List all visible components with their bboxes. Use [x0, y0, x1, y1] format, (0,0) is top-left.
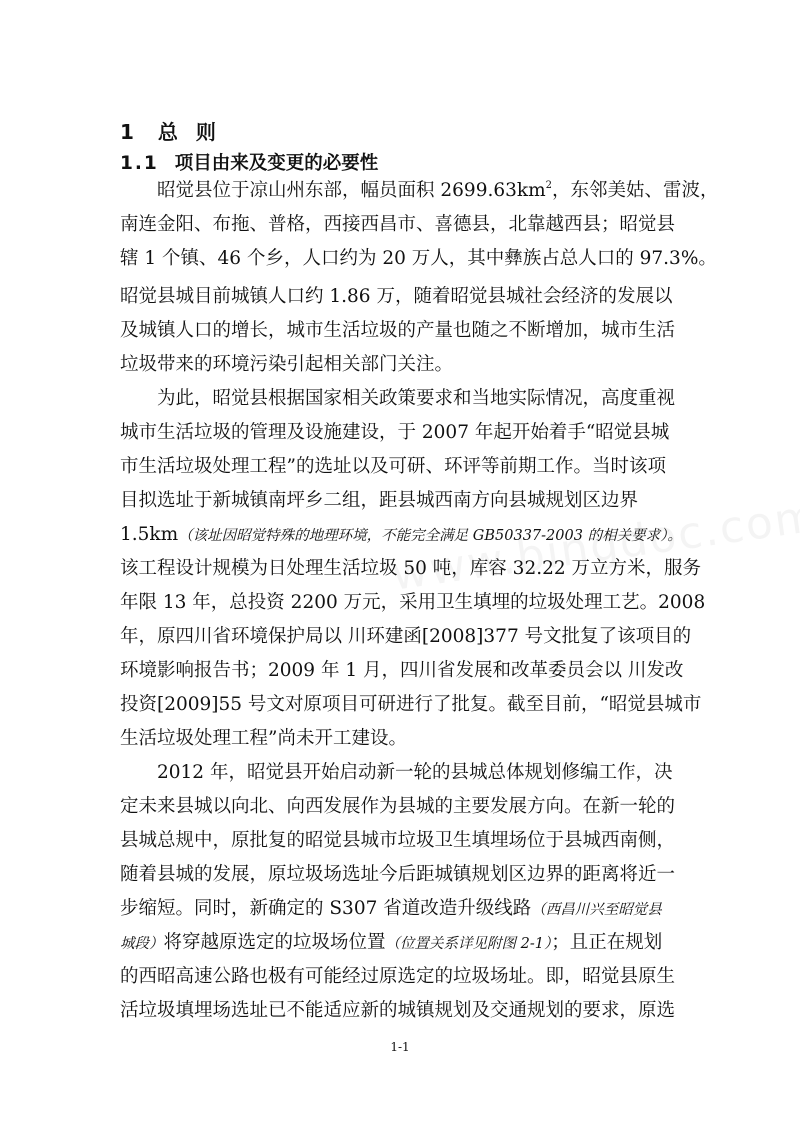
paragraph-line: [120, 897, 680, 922]
text-run: ，东邻美姑、雷波，: [552, 180, 719, 201]
paragraph-line: 为此，昭觉县根据国家相关政策要求和当地实际情况，高度重视: [157, 388, 676, 409]
section-number: 1.1: [120, 153, 159, 174]
chapter-title: 总则: [157, 120, 234, 144]
superscript: 2: [545, 180, 553, 191]
paragraph-line: 市生活垃圾处理工程”的选址以及可研、环评等前期工作。当时该项: [120, 456, 666, 477]
text-run: 步缩短。同时，新确定的 S307 省道改造升级线路: [120, 898, 532, 919]
paragraph-line: 定未来县城以向北、向西发展作为县城的主要发展方向。在新一轮的: [120, 796, 676, 817]
paragraph-line: 目拟选址于新城镇南坪乡二组，距县城西南方向县城规划区边界: [120, 490, 639, 511]
text-run: 1.5km: [120, 524, 179, 545]
paragraph-line: [120, 931, 680, 956]
paragraph-line: 及城镇人口的增长，城市生活垃圾的产量也随之不断增加，城市生活: [120, 320, 676, 341]
paragraph-line: 生活垃圾处理工程”尚未开工建设。: [120, 728, 407, 749]
italic-note: （位置关系详见附图 2-1）: [385, 936, 552, 952]
paragraph-line: 投资[2009]55 号文对原项目可研进行了批复。截至目前，“昭觉县城市: [120, 694, 702, 715]
chapter-heading: [120, 116, 234, 145]
italic-note: 城段）: [120, 936, 164, 952]
text-run: ；且正在规划: [551, 932, 663, 953]
paragraph-line: 年，原四川省环境保护局以 川环建函[2008]377 号文批复了该项目的: [120, 626, 692, 647]
paragraph-line: 南连金阳、布拖、普格，西接西昌市、喜德县，北靠越西县；昭觉县: [120, 214, 676, 235]
paragraph-line: 随着县城的发展，原垃圾场选址今后距城镇规划区边界的距离将近一: [120, 864, 676, 885]
paragraph-line: 昭觉县城目前城镇人口约 1.86 万，随着昭觉县城社会经济的发展以: [120, 286, 673, 307]
paragraph-line: [120, 523, 680, 548]
paragraph-line: 城市生活垃圾的管理及设施建设，于 2007 年起开始着手“昭觉县城: [120, 422, 670, 443]
paragraph-line: 年限 13 年，总投资 2200 万元，采用卫生填埋的垃圾处理工艺。2008: [120, 592, 706, 613]
chapter-number: 1: [120, 120, 136, 144]
text-run: 将穿越原选定的垃圾场位置: [163, 932, 386, 953]
paragraph-line: 2012 年，昭觉县开始启动新一轮的县城总体规划修编工作，决: [157, 762, 673, 783]
paragraph-line: 该工程设计规模为日处理生活垃圾 50 吨，库容 32.22 万立方米，服务: [120, 558, 702, 579]
text-run: 昭觉县位于凉山州东部，幅员面积 2699.63km: [157, 180, 546, 201]
section-heading: [120, 149, 378, 175]
paragraph-line: [120, 179, 717, 203]
paragraph-line: 的西昭高速公路也极有可能经过原选定的垃圾场址。即，昭觉县原生: [120, 966, 676, 987]
italic-note: （西昌川兴至昭觉县: [531, 902, 662, 918]
paragraph-line: 县城总规中，原批复的昭觉县城市垃圾卫生填埋场位于县城西南侧，: [120, 830, 676, 851]
italic-note: （该址因昭觉特殊的地理环境，不能完全满足 GB50337-2003 的相关要求）。: [178, 528, 682, 544]
paragraph-line: 辖 1 个镇、46 个乡，人口约为 20 万人，其中彝族占总人口的 97.3%。: [120, 248, 717, 269]
paragraph-line: 活垃圾填埋场选址已不能适应新的城镇规划及交通规划的要求，原选: [120, 1000, 676, 1021]
paragraph-line: 环境影响报告书；2009 年 1 月，四川省发展和改革委员会以 川发改: [120, 660, 684, 681]
page-number: 1-1: [390, 1040, 410, 1054]
paragraph-line: 垃圾带来的环境污染引起相关部门关注。: [120, 354, 454, 375]
section-title: 项目由来及变更的必要性: [174, 153, 379, 174]
